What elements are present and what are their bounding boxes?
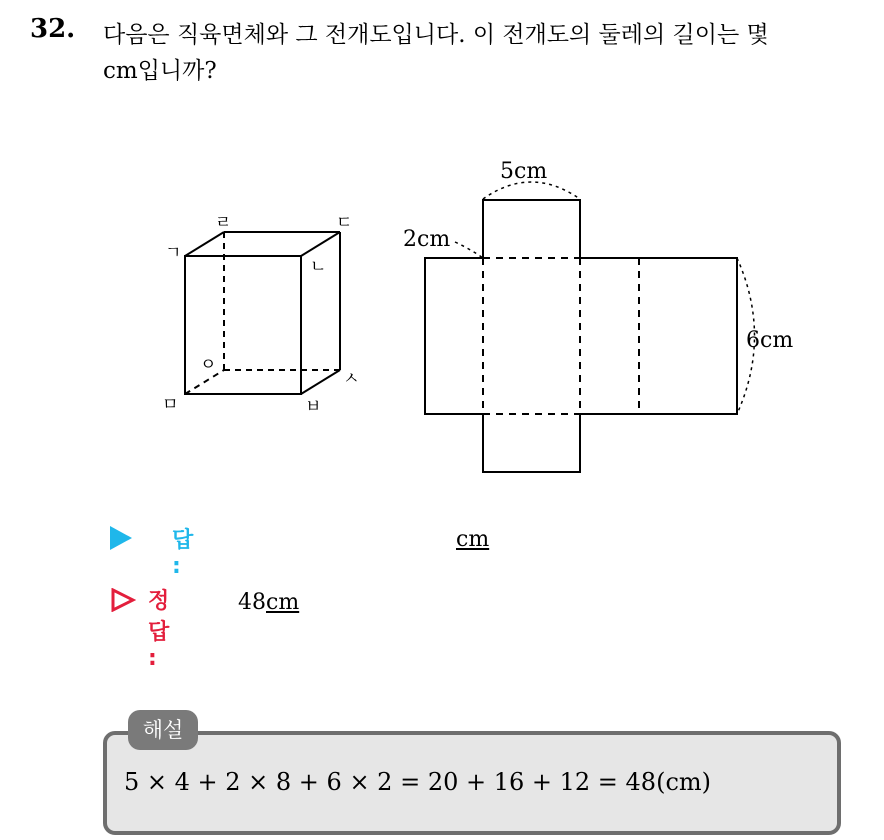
vertex-label-ieung: ㅇ — [200, 355, 217, 375]
correct-answer-label: 정답 : — [148, 589, 170, 671]
outline-arrow-icon — [110, 588, 136, 612]
question-text-line1: 다음은 직육면체와 그 전개도입니다. 이 전개도의 둘레의 길이는 몇 — [103, 22, 769, 48]
figure — [0, 140, 884, 480]
cuboid-edge — [301, 370, 340, 394]
question-number: 32. — [30, 14, 76, 44]
net-fold-lines — [483, 258, 639, 414]
answer-label: 답 : — [172, 528, 194, 579]
vertex-label-rieul: ㄹ — [215, 213, 232, 233]
vertex-label-siot: ㅅ — [343, 369, 360, 389]
net-label-top: 5cm — [500, 159, 548, 184]
net-label-height: 6cm — [746, 328, 794, 353]
vertex-label-giyeok: ㄱ — [165, 243, 182, 263]
correct-answer-unit: cm — [266, 590, 300, 615]
vertex-label-nieun: ㄴ — [310, 257, 327, 277]
question-text-line2: cm입니까? — [103, 58, 217, 84]
vertex-label-mieum: ㅁ — [162, 395, 179, 415]
vertex-label-bieup: ㅂ — [305, 397, 322, 417]
correct-answer-value — [238, 590, 299, 615]
net-diagram — [425, 182, 755, 472]
net-label-side: 2cm — [403, 227, 451, 252]
vertex-label-digeut: ㄷ — [336, 213, 353, 233]
play-arrow-icon — [110, 526, 132, 550]
correct-answer-number: 48 — [238, 590, 266, 615]
net-dimension-arcs — [455, 182, 755, 414]
answer-unit: cm — [456, 527, 490, 552]
cuboid-edge — [185, 232, 224, 256]
explanation-tab: 해설 — [128, 710, 198, 750]
cuboid-edge — [301, 232, 340, 256]
explanation-equation: 5 × 4 + 2 × 8 + 6 × 2 = 20 + 16 + 12 = 48(cm) — [124, 768, 712, 796]
answer-row — [110, 525, 194, 579]
cuboid-vertex-labels — [162, 213, 359, 417]
